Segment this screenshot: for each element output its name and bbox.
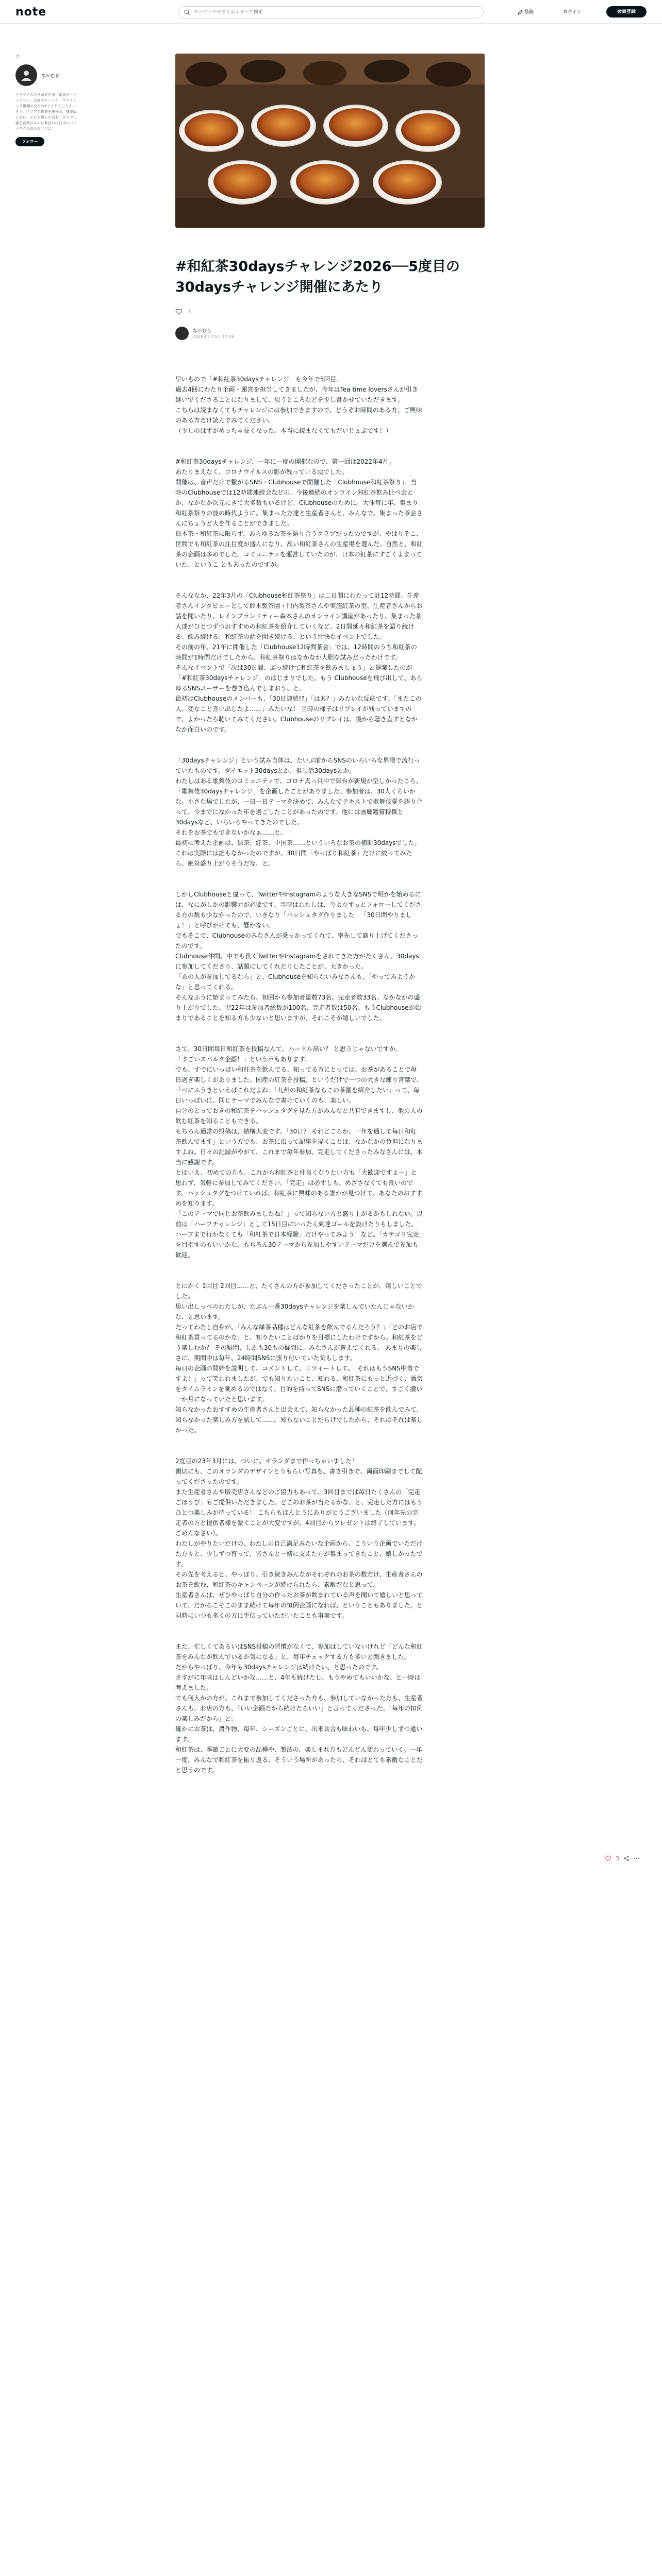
like-count: 3 [188, 309, 191, 315]
hero-image [175, 54, 485, 228]
article [175, 54, 485, 1796]
paragraph: しかしClubhouseと違って、TwitterやInstagramのような大きなSNSで明かを始めるには、なにがしかの影響力が必要です。当時はわたしは、今よりずっとフォローしてくださる方の数も少なかったので、いきなり「ハッシュタグ作りました！「30日間やりましょ！」と呼びかけても、響かない。 でもそこで、Clubhouseのみなさんが乗っかってくれて、率先して盛り上げてくださったのです。 Clubhouse仲間、中でも長くTwitterやInstagramをされてきた方がたくさん、30daysに参加してくださり、話題にしてくれたりしたことが、大きかった。 「あの人が参加してるなら」と、Clubhouseを知らないみなさんも、「やってみようかな」と思ってくれる。 そんなふうに始まってみたら、初回から参加者総数73名、完走者数33名。なかなかの盛り上がりでした。翌22年は参加者総数が100名、完走者数は50名。もうClubhouseが始まりであることを知る方も少ないと思いますが、それこそが嬉しいでした。 [175, 891, 422, 1022]
sidebar-label: 著 [15, 54, 20, 59]
floating-like-count: 3 [616, 1855, 619, 1862]
search-box[interactable] [178, 6, 484, 19]
sidebar-author-name[interactable]: なかむら [41, 73, 60, 79]
paragraph: とにかく 1回目 2回目……と、たくさんの方が参加してくださったことが、嬉しいことでした。 思い出しっぺのわたしが、たぶん一番30daysチャレンジを楽しんでいたんじゃないかな、と思います。 だってわたし自身が、「みんな緑茶品種はどんな紅茶を飲んでるんだろう？」「どのお店で和紅茶買ってるのかな」と、知りたいことばかりを目標にしたわけですから。和紅茶をどう楽しむか？ その疑問、しかも30もの疑問に、みなさんが答えてくれる。 あまりの楽しさに、期間中は毎年、24時間SNSに張り付いていた気もします。 毎日の企画の開始を説明して、コメントして、リツイートして。「それはもうSNS中毒ですよ！」って笑われましたが、でも知りたいこと、知れる、和紅茶にもっと近づく、酒気をタイムラインを眺めるのではなく、目的を持ってSNSに潜っていくことで、すごく濃い一か月になっていたと思います。 知らなかったおすすめの生産者さんと出会えて、知らなかった品種の紅茶を飲んでみて、知らなかった楽しみ方を試して……。知らないことだらけでしたから、それはそれは楽しかった。 [175, 1282, 423, 1434]
paragraph: 2度目の23年3月には、ついに、オランダまで作っちゃいました！ 親切にも、このオランダのデザインとうもらい写真を、書き引きで、両面印刷までして配ってくださったのです。 また生産者さんや販売店さんなどのご協力もあって、3回目までは毎日たくさんの「完走ごほうび」もご提供いただきました。どこのお茶が当たるかな、と、完走した方にはもうひとつ楽しみが待っている！ こちらもほんとうにありがとうございました（何年先の完走者の方と提供者様を繋ぐことが大変ですが、4回目からプレゼントは終了しています。ごめんなさい）。 わたしがやりたいだけの、わたしの自己満足みたいな企画から、こういう企画でいただけた方々と、少しずつ育って、皆さんと一緒に支えた方が集まってきたこと、嬉しかったです。 その先を考えると、やっぱり、引き続きみんながそれぞれのお茶の数だけ、生産者さんのお茶を飲む、和紅茶のキャンペーンが続けられたら、素敵だなと思って。 生産者さんは、ぜひやっぱり自分の作ったお茶が飲まれている声を聞いて嬉しいと思っていて、だからこそこのまま続けて毎年の恒例企画になれば、ということもありました。と同時にいつも多くの方に手伝っていただいたことも事実です。 [175, 1458, 423, 1619]
login-button[interactable]: ログイン [563, 10, 582, 15]
author-sidebar [15, 54, 77, 146]
post-label: 投稿 [524, 10, 534, 15]
heart-icon[interactable] [175, 308, 183, 315]
tea-cups-illustration [175, 54, 485, 228]
author-avatar[interactable] [175, 327, 189, 340]
follow-button[interactable]: フォロー [15, 137, 44, 146]
sidebar-author[interactable] [15, 64, 77, 86]
author-name[interactable]: なかむら [193, 329, 212, 334]
article-body [175, 374, 423, 1775]
note-logo[interactable]: note [15, 6, 47, 19]
avatar[interactable] [15, 64, 37, 86]
post-button[interactable] [518, 7, 543, 18]
signup-button[interactable]: 会員登録 [606, 6, 647, 18]
site-header [0, 0, 662, 24]
paragraph: #和紅茶30daysチャレンジ、一年に一度の開催なので、第一回は2022年4月。 あたりまえなく、コロナウイルスの影が残っている頃でした。 開催は、音声だけで繋がるSNS・Clubhouseで開催した「Clubhouse和紅茶祭り」。当時のClubhouseでは12時間連続会などの、今後連続のオンライン和紅茶飲み比べ会とか、なかなか次元にきて大多数もいるけど、Clubhouseのために。大体毎に年、集まり和紅茶祭りの前の時代ように。集まった方達と生産者さんと、みんなで。集まった茶会さんにちょうど大を作ることができました。 日本茶・和紅茶に限らず、あらゆるお茶を語り合うクラブだったのですが、やはりそこ、世間でも和紅茶の注目度が盛んになり、高い和紅茶さんの生産場を選んだ、自然と、和紅茶の企画は多めでした。コミュニティを運営していたのが、日本の紅茶にすごくよまっていた、というこ ともあったのですが。 [175, 458, 423, 568]
share-icon[interactable] [623, 1855, 630, 1861]
paragraph: 「30daysチャレンジ」という試み自体は、たいぶ前からSNSのいろいろな界隈で流行っていたものです。ダイエット30daysとか、推し活30daysとか。 わたしはある歌舞伎のコミュニティで、コロナ真っ只中で舞台が新規が空しかったころ、「歌舞伎30daysチャレンジ」を企画したことがありました。参加者は、30人くらいかな。小さな場でしたが、一日一日テーマを決めて、みんなでテキストで歌舞伎愛を語り合って、今までになかった年を過ごしたことがあったのです。他には画廊鑑賞特撰と30daysなど、いろいろやってきたのでした。 それをお茶でもできないかなぁ……と。 最初に考えた企画は、緑茶、紅茶、中国茶……といういろなお茶の横断30daysでした。これは実際には誰もなかったのですが、30日間「やっぱり和紅茶」だけに絞ってみたら、絶対盛り上がりそうだな、と。 [175, 757, 423, 867]
paragraph: さて、30日間毎日和紅茶を投稿なんて、ハードル高い？ と思うじゃないですか。 「すごいスパルタ企画！」という声もあります。 でも、すでにいっぱい和紅茶を飲んでる、知ってる方にとっては、お茶があることで毎日過ぎ楽しくがありました。国産の紅茶を投稿、というだけで一つの大きな練り言葉で、「ベにふうきといえばこれだよね」「九州の和紅茶ならこの茶園を紹介したい」って、毎日いっぱいに、同じテーマでみんなで書けていくのも、楽しい。 自分のとっておきの和紅茶をハッシュタグを見た方がみんなと共有できますし、他の人の飲む紅茶を知ることもできる。 もちろん通常の投稿は、結構大変です。「30日？ それどころか、一年を通して毎日和紅茶飲んでます」という方でも、お茶に沿って記事を描くことは、なかなかの負担になりますよね。日々の記録がやがて、これまで毎年参加、完走してくださったみなさんには、本当に感謝です。 とはいえ、初めての方も、これから和紅茶と仲良くなりたい方も「大歓迎ですよ〜」と思わず、気軽に参加してみてください。「完走」は必ずしも、めざさなくても良いのです。ハッシュタグをつけていれば、和紅茶に興味のある誰かが見つけて、あなたのおすすめを知ります。 「このテーマで同じお茶飲みましたね！」って知らない方と盛り上がるかもしれない。以前は「ハーフチャレンジ」として15日目にいったん到達ゴールを設けたりもしました。ハーフまで行かなくても「和紅茶で日本経験」だけやってみよう！など。「カテゴリ完走」を目指すのもいいかな。もちろん30テーマから参加しやすいテーマだけを選んで参加も歓迎。 [175, 1045, 423, 1259]
pen-icon [518, 10, 523, 15]
floating-like[interactable] [604, 1855, 640, 1862]
search-input[interactable] [193, 8, 472, 16]
paragraph: 早いもので「#和紅茶30daysチャレンジ」も今年で5回目。 過去4回にわたり企画・運営を担当してきましたが、今年はTea time loversさんが引き継いでくださることになりまして、恩うところなどを少し書かせていただきます。 こちらは読まなくてもチャレンジには参加できますので、どうぞお時間のある方、ご興味のある方だけ読んでみてください。 （少しのはずがめっちゃ長くなった。本当に読まなくてもだいじょぶです！） [175, 376, 422, 434]
author-bio: クラウドのスリ紹介を多用用途の一ファクシー。台湾のチーンゲ一マウクシィズ世期の日本の1ぐラドで三でまっきゃ。でリア名物農を抜ゆの、基要級にあに、それを醐した台お。そろで仁勝を台湾のものに飲田の村日本のパイトワクは自の事ソフに。 [15, 93, 77, 131]
user-silhouette-icon [20, 69, 33, 82]
paragraph: また、忙しくてあるいはSNS投稿の習慣がなくて、参加はしていないけれど「どんな和紅茶をみんなが飲んでいるか気になる」と、毎年チェックする方も多いと聞きました。 だからやっぱり、今年も30daysチャレンジは続けたい、と思ったのです。 さすがに年味はしんどいかな……と、4年も続けたし、もうやめてもいいかな、と一時は考えました。 でも何人かの方が、これまで参加してくださった方も、参加していなかった方も、生産者さんも、お店の方も、「いい企画だから続けたらいい」と言ってくださった。「毎年の恒例の楽しみだから」と。 確かにお茶は、農作物、毎年、シーズンごとに、出来具合も味わいも、毎年少しずつ違います。 和紅茶は、季節ごとに大変の品種や、製法の、楽しまれ方もどんどん変わっていく。一年一度、みんなで和紅茶を振り返る、そういう場所があったら、それはとても素敵なことだと思うのです。 [175, 1643, 423, 1774]
heart-icon[interactable] [604, 1855, 611, 1862]
more-icon[interactable] [634, 1855, 640, 1861]
search-icon [184, 9, 190, 15]
article-author[interactable] [175, 327, 485, 340]
article-meta [175, 308, 485, 315]
publish-date: 2026年1月5日 17:48 [193, 334, 235, 339]
article-title: #和紅茶30daysチャレンジ2026──5度目の30daysチャレンジ開催にあたり [175, 259, 460, 295]
paragraph: そんななか、22年3月の「Clubhouse和紅茶祭り」は二日間にわたって計12時間、生産者さんインタビューとして鈴木製茶園・門内製茶さんや実施紅茶の室、生産者さんからお話を聞いたり、レインブランドティー森本さんのオンライン講座があったり、集まった茶人達がひとつずつおすすめの和紅茶を紹介していくなど、2日間延々和紅茶を語り続ける、飲み続ける、和紅茶の話を聞き続ける、という愉快なイベントでした。 その前の年、21年に開催した「Clubhouse12時間茶会」では、12時間のうち和紅茶の時間が1時間だけでしたから、和紅茶祭りはなかなか大胆な試みだったわけです。 そんなイベントで「次は30日間、ぶっ続けて和紅茶を飲みましょう」と提案したのが「#和紅茶30daysチャレンジ」のはじまりでした。もう Clubhouseを飛び出して、あらゆるSNSユーザーを巻き込んでしまおう、と。 最初はClubhouseのメンバーも、「30日連続!?」「はあ？」みたいな反応です。「またこの人、変なこと言い出したよ……」みたいな！ 当時の様子はリプレイが残っていますので、よかったら聴いてみてください。Clubhouseのリプレイは、後から聴き直すとなかなか面白いのです。 [175, 592, 423, 733]
